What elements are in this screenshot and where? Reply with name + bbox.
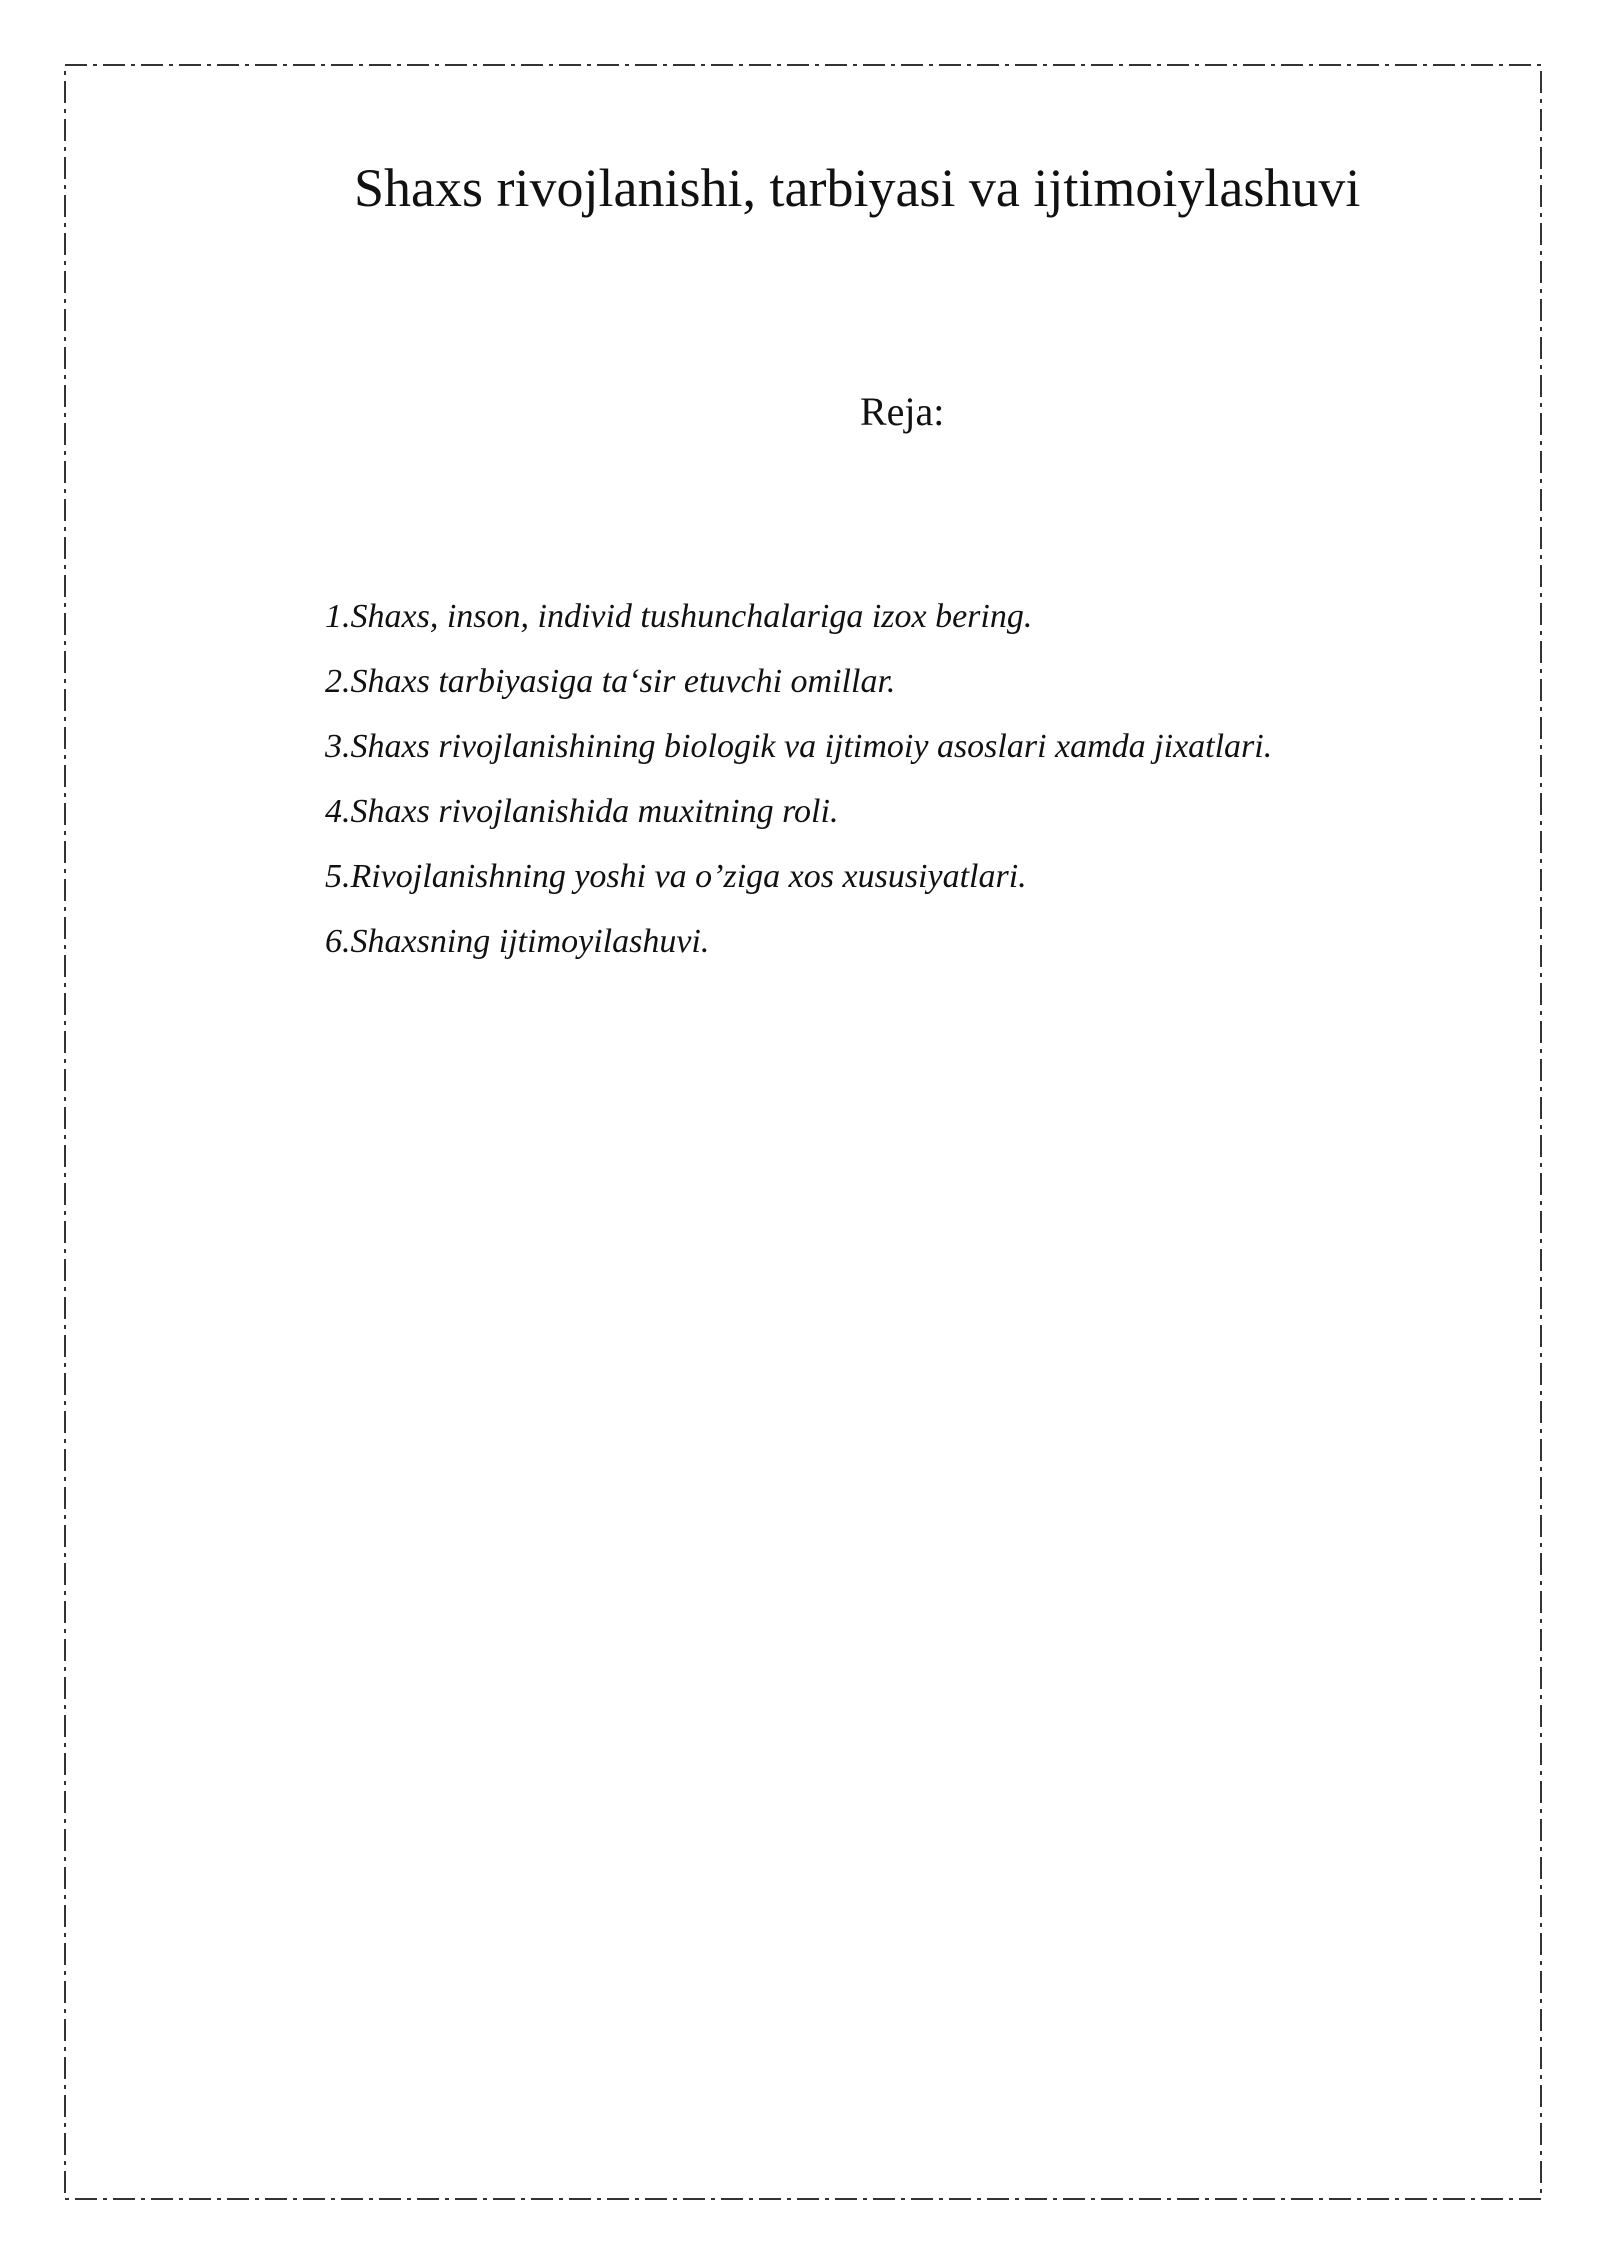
plan-item: 6.Shaxsning ijtimoyilashuvi. (325, 923, 710, 960)
plan-heading: Reja: (860, 389, 945, 434)
document-title: Shaxs rivojlanishi, tarbiyasi va ijtimoiylashuvi (354, 158, 1361, 218)
plan-item: 4.Shaxs rivojlanishida muxitning roli. (325, 793, 839, 830)
plan-item: 1.Shaxs, inson, individ tushunchalariga izox bering. (325, 598, 1033, 635)
plan-item: 2.Shaxs tarbiyasiga ta‘sir etuvchi omillar. (325, 663, 896, 700)
plan-list (325, 584, 1272, 974)
plan-item: 5.Rivojlanishning yoshi va o’ziga xos xususiyatlari. (325, 858, 1027, 895)
plan-item: 3.Shaxs rivojlanishining biologik va ijtimoiy asoslari xamda jixatlari. (325, 728, 1273, 765)
page-border (64, 64, 1542, 2200)
